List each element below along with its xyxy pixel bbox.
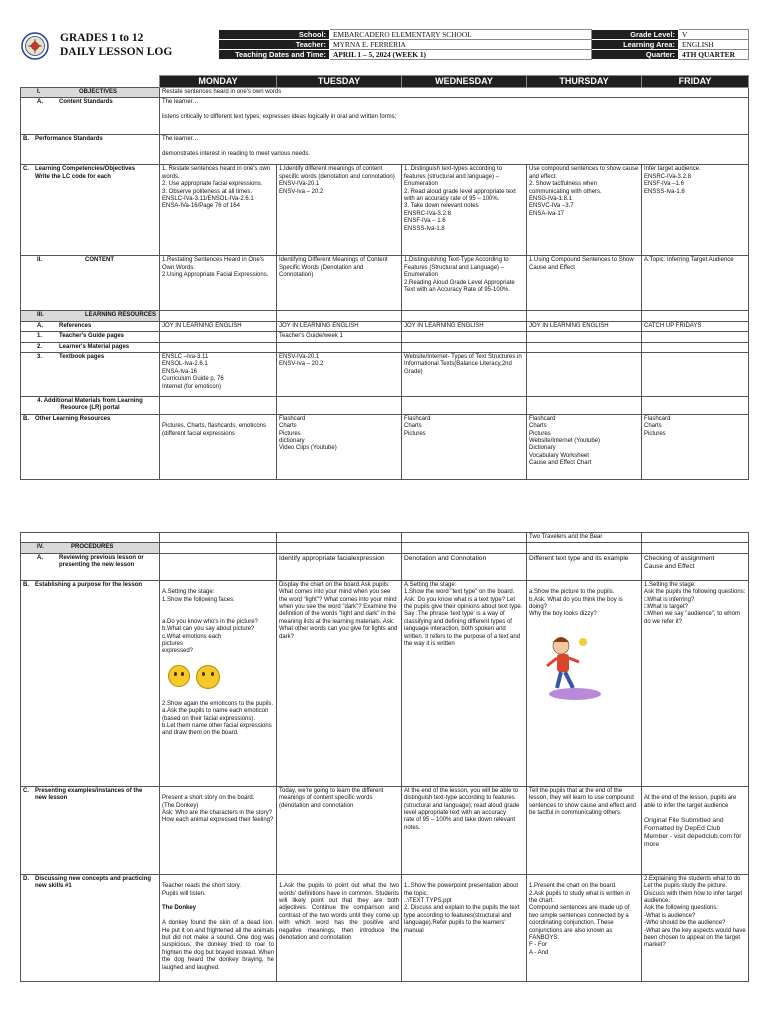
day-header-tuesday: TUESDAY <box>277 76 402 88</box>
textbook-friday <box>642 353 749 397</box>
references-wednesday: JOY IN LEARNING ENGLISH <box>402 321 527 331</box>
reviewing-num: A. <box>37 554 43 561</box>
procedures-label <box>21 543 160 553</box>
school-label: School: <box>219 30 330 40</box>
discussing-label-text: Discussing new concepts and practicing new skills #1 <box>35 875 152 890</box>
top-cell-tuesday <box>277 533 402 543</box>
story-text: A donkey found the skin of a dead lion. He put it on and frightened all the animals but did not make a sound. One dog was suspicious; the donkey tried to roar to frighten the dog but brayed instead. When the dog heard the donkey braying, he laughed and laughed. <box>162 920 274 971</box>
references-thursday: JOY IN LEARNING ENGLISH <box>527 321 642 331</box>
discussing-tuesday: 1.Ask the pupils to point out what the two words' definitions have in common. Students will likely point out that they are both adjectives. Continue the comparison and contrast of the two words until they come up with which word has the positive and negative meanings, then introduce the denotation and connotation <box>277 874 402 981</box>
other-resources-label-text: Other Learning Resources <box>35 415 111 422</box>
performance-standards-label <box>21 135 160 165</box>
top-cell-wednesday <box>402 533 527 543</box>
purpose-monday-top: A.Setting the stage: 1.Show the following faces: a.Do you know who's in the picture? b.What can you say about picture? c.What emotions each pictures expressed? <box>162 589 258 655</box>
competencies-wednesday: 1. Distinguish text-types according to features (structural and language) – Enumeration 2. Read aloud grade level appropriate text with an accuracy rate of 95 – 100%. 3. Take down relevant notes ENSRC-IVa-3.2.8 ENSF-IVa – 1.6 ENSSS-Iva-1.8 <box>402 165 527 256</box>
teaching-dates-label: Teaching Dates and Time: <box>219 50 330 60</box>
other-resources-thursday: Flashcard Charts Pictures Website/Internet (Youtube) Dictionary Vocabulary Worksheet Cause and Effect Chart <box>527 414 642 479</box>
competencies-friday: Infer target audience. ENSRC-IVa-3.2.8 ENSF-IVa –1.6 ENSSS-Iva-1.8 <box>642 165 749 256</box>
surprised-face-icon <box>196 665 220 689</box>
additional-materials-label <box>21 397 160 415</box>
additional-materials-num: 4. <box>37 398 43 405</box>
content-standards-label-text: Content Standards <box>59 99 113 106</box>
content-label <box>21 256 160 311</box>
content-tuesday: Identifying Different Meanings of Content Specific Words (Denotation and Connotation) <box>277 256 402 311</box>
content-friday: A.Topic: Inferring Target Audience <box>642 256 749 311</box>
day-header-friday: FRIDAY <box>642 76 749 88</box>
form-title-grades: GRADES 1 to 12 <box>60 32 144 44</box>
competencies-thursday: Use compound sentences to show cause and effect. 2. Show tactfulness when communicating with others. ENSG-IVa-1.8.1 ENSVC-IVa –3.7 ENSA-Iva-17 <box>527 165 642 256</box>
learning-area-value: ENGLISH <box>679 40 749 50</box>
presenting-thursday: Tell the pupils that at the end of the lesson, they will learn to use compound sentences to show cause and effect and be tactful in communicating others. <box>527 786 642 874</box>
content-label-text: CONTENT <box>85 257 114 264</box>
performance-standards-label-text: Performance Standards <box>35 136 103 143</box>
tg-pages-label <box>21 332 160 342</box>
textbook-tuesday: ENSV-IVa-20.1 ENSV-Iva – 20.2 <box>277 353 402 397</box>
purpose-monday-bottom: 2.Show again the emoticons to the pupils. a.Ask the pupils to name each emoticon (based on their facial expressions). b.Let them name other facial expressions and draw them on the board. <box>162 700 274 737</box>
textbook-monday: ENSLC –Iva-3.11 ENSOL-Iva-2.6.1 ENSA-Iva-16 Curriculum Guide p, 76 Internet (for emoticon) <box>160 353 277 397</box>
presenting-label <box>21 786 160 874</box>
dizzy-boy-picture <box>543 632 605 702</box>
purpose-label-text: Establishing a purpose for the lesson <box>35 581 143 588</box>
textbook-pages-label-text: Textbook pages <box>59 354 105 361</box>
reviewing-tuesday: Identify appropriate facialexpression <box>277 553 402 580</box>
tg-pages-wednesday <box>402 332 527 342</box>
sad-face-icon <box>168 665 190 687</box>
grade-level-value: V <box>679 30 749 40</box>
competencies-tuesday: 1.Identify different meanings of content specific words (denotation and connotation) ENSV-IVa-20.1 ENSV-Iva – 20.2 <box>277 165 402 256</box>
competencies-num: C. <box>23 166 29 173</box>
reviewing-wednesday: Denotation and Connotation <box>402 553 527 580</box>
presenting-num: C. <box>23 787 29 794</box>
day-header-thursday: THURSDAY <box>527 76 642 88</box>
performance-standards-text: The learner… demonstrates interest in reading to meet various needs. <box>160 135 749 165</box>
purpose-label <box>21 580 160 786</box>
purpose-num: B. <box>23 581 29 588</box>
textbook-pages-num: 3. <box>37 354 43 361</box>
procedures-label-text: PROCEDURES <box>71 544 114 551</box>
textbook-thursday <box>527 353 642 397</box>
top-cell-thursday: Two Travelers and the Bear <box>527 533 642 543</box>
teacher-label: Teacher: <box>219 40 330 50</box>
learning-resources-label <box>21 311 160 321</box>
reviewing-label <box>21 553 160 580</box>
day-header-wednesday: WEDNESDAY <box>402 76 527 88</box>
other-resources-tuesday: Flashcard Charts Pictures dictionary Video Clips (Youtube) <box>277 414 402 479</box>
purpose-friday: 1.Setting the stage: Ask the pupils the following questions: □What is inferring? □What is target? □When we say "audience", to whom do we refer it? <box>642 580 749 786</box>
discussing-thursday: 1.Present the chart on the board. 2.Ask pupils to study what is written in the chart. Compound sentences are made up of two simple sentences connected by a coordinating conjunction. These conjunctions are also known as FANBOYS: F - For A - And <box>527 874 642 981</box>
references-label-text: References <box>59 322 92 329</box>
purpose-wednesday: A.Setting the stage: 1.Show the word "text type" on the board. Ask: Do you know what is a text type? Let the pupils give their opinions about text type. Say :The phrase 'text type' is a way of classifying and defining different types of language interaction, both spoken and written. It refers to the purpose of a text and the way it is written <box>402 580 527 786</box>
discussing-label <box>21 874 160 981</box>
discussing-friday: 2.Explaining the students what to do Let the pupils study the picture. Discuss with them how to infer target audience. Ask the following questions: -What is audience? -Who should be the audience? -What are the key aspects would have been chosen to appeal on the target market? <box>642 874 749 981</box>
discussing-num: D. <box>23 875 29 882</box>
header-info-table <box>218 29 749 60</box>
learning-resources-num: III. <box>37 312 44 319</box>
learning-area-label: Learning Area: <box>592 40 679 50</box>
other-resources-label <box>21 414 160 479</box>
content-standards-label <box>21 98 160 135</box>
objectives-label: OBJECTIVES <box>79 89 118 95</box>
quarter-label: Quarter: <box>592 50 679 60</box>
quarter-value: 4TH QUARTER <box>679 50 749 60</box>
presenting-monday: Present a short story on the board. (The Donkey) Ask: Who are the characters in the story? How each animal expressed their feeling? <box>160 786 277 874</box>
tg-pages-tuesday: Teacher's Guide/week 1 <box>277 332 402 342</box>
presenting-label-text: Presenting examples/instances of the new lesson <box>35 787 143 802</box>
textbook-pages-label <box>21 353 160 397</box>
tg-pages-label-text: Teacher's Guide pages <box>59 333 125 340</box>
depedclub-note: Original File Submitted and Formatted by DepEd Club Member - visit depedclub.com for more <box>644 817 742 849</box>
references-num: A. <box>37 322 43 329</box>
top-cell-friday <box>642 533 749 543</box>
content-standards-text: The learner… listens critically to different text types; expresses ideas logically in oral and written forms; <box>160 98 749 135</box>
top-cell-monday <box>160 533 277 543</box>
other-resources-num: B. <box>23 415 29 422</box>
school-value: EMBARCADERO ELEMENTARY SCHOOL <box>330 30 592 40</box>
purpose-monday <box>160 580 277 786</box>
reviewing-thursday: Different text type and its example <box>527 553 642 580</box>
discussing-monday <box>160 874 277 981</box>
performance-standards-num: B. <box>23 136 29 143</box>
emoticon-group <box>162 663 274 693</box>
presenting-wednesday: At the end of the lesson, you will be able to distinguish text-type according to features (structural and language); read aloud grade level appropriate text with an accuracy rate of 95 – 100% and take down relevant notes. <box>402 786 527 874</box>
lm-pages-num: 2. <box>37 343 43 350</box>
references-monday: JOY IN LEARNING ENGLISH <box>160 321 277 331</box>
objectives-section-label <box>21 88 160 98</box>
purpose-tuesday: Display the chart on the board.Ask pupils: What comes into your mind when you see the word "light"? What comes into your mind when you see the word "dark"? Examine the definition of the words "light and dark" in the meaning lists at the learning materials. Ask: What other words can you give for lights and dark? <box>277 580 402 786</box>
grade-level-label: Grade Level: <box>592 30 679 40</box>
tg-pages-thursday <box>527 332 642 342</box>
content-thursday: 1.Using Compound Sentences to Show Cause and Effect <box>527 256 642 311</box>
presenting-tuesday: Today, we're going to learn the different meanings of content specific words (denotation and connotation <box>277 786 402 874</box>
additional-materials-label-text: Additional Materials from Learning Resource (LR) portal <box>43 398 143 412</box>
lm-pages-label <box>21 342 160 352</box>
presenting-friday-text: At the end of the lesson, pupils are able to infer the target audience <box>644 795 737 809</box>
other-resources-wednesday: Flashcard Charts Pictures <box>402 414 527 479</box>
content-wednesday: 1.Distinguishing Text-Type According to Features (Structural and Language) –Enumeration 2.Reading Aloud Grade Level Appropriate Text with an Accuracy Rate of 95-100%. <box>402 256 527 311</box>
lesson-log-table-page1 <box>20 75 749 480</box>
objectives-text: Restate sentences heard in one's own words <box>160 88 749 98</box>
references-tuesday: JOY IN LEARNING ENGLISH <box>277 321 402 331</box>
references-label <box>21 321 160 331</box>
reviewing-label-text: Reviewing previous lesson or presenting the new lesson <box>59 554 144 569</box>
discussing-wednesday: 1..Show the powerpoint presentation about the topic. ..\TEXT TYPS.ppt 2. Discuss and explain to the pupils the text type according to features(structural and language).Refer pupils to the learners' manual <box>402 874 527 981</box>
deped-seal-logo <box>21 32 49 60</box>
teacher-value: MYRNA E. FERRERIA <box>330 40 592 50</box>
competencies-label-text: Learning Competencies/Objectives Write the LC code for each <box>35 166 136 180</box>
content-num: II. <box>37 257 43 264</box>
teaching-dates-value: APRIL 1 – 5, 2024 (WEEK 1) <box>330 50 592 60</box>
form-title-dll: DAILY LESSON LOG <box>60 46 173 58</box>
tg-pages-num: 1. <box>37 333 43 340</box>
tg-pages-monday <box>160 332 277 342</box>
content-monday: 1.Restating Sentences Heard in One's Own Words. 2.Using Appropriate Facial Expressions. <box>160 256 277 311</box>
lm-pages-label-text: Learner's Material pages <box>59 343 130 350</box>
procedures-num: IV. <box>37 544 44 551</box>
lesson-log-table-page2 <box>20 532 749 982</box>
tg-pages-friday <box>642 332 749 342</box>
learning-resources-label-text: LEARNING RESOURCES <box>85 312 157 319</box>
purpose-thursday <box>527 580 642 786</box>
presenting-friday <box>642 786 749 874</box>
other-resources-friday: Flashcard Charts Pictures <box>642 414 749 479</box>
day-header-monday: MONDAY <box>160 76 277 88</box>
textbook-wednesday: Website/Internet- Types of Text Structures in Informational Texts(Balance Literacy,2nd Grade) <box>402 353 527 397</box>
competencies-monday: 1. Restate sentences heard in one's own words. 2. Use appropriate facial expressions. 3. Observe politeness at all times. ENSLC-IVa-3.11/ENSOL-IVa-2.6.1 ENSA-IVa-16/Page 76 of 164 <box>160 165 277 256</box>
purpose-thursday-text: a.Show the picture to the pupils. b.Ask: What do you think the boy is doing? Why the boy looks dizzy? <box>529 589 623 618</box>
other-resources-monday: Pictures, Charts, flashcards, emoticons (different facial expressions <box>160 414 277 479</box>
content-standards-num: A. <box>37 99 43 106</box>
reviewing-friday: Checking of assignment Cause and Effect <box>642 553 749 580</box>
references-friday: CATCH UP FRIDAYS <box>642 321 749 331</box>
competencies-label <box>21 165 160 256</box>
reviewing-monday <box>160 553 277 580</box>
discussing-monday-intro: Teacher reads the short story. Pupils will listen. <box>162 883 241 897</box>
story-title: The Donkey <box>162 905 197 912</box>
objectives-num: I. <box>37 89 41 95</box>
